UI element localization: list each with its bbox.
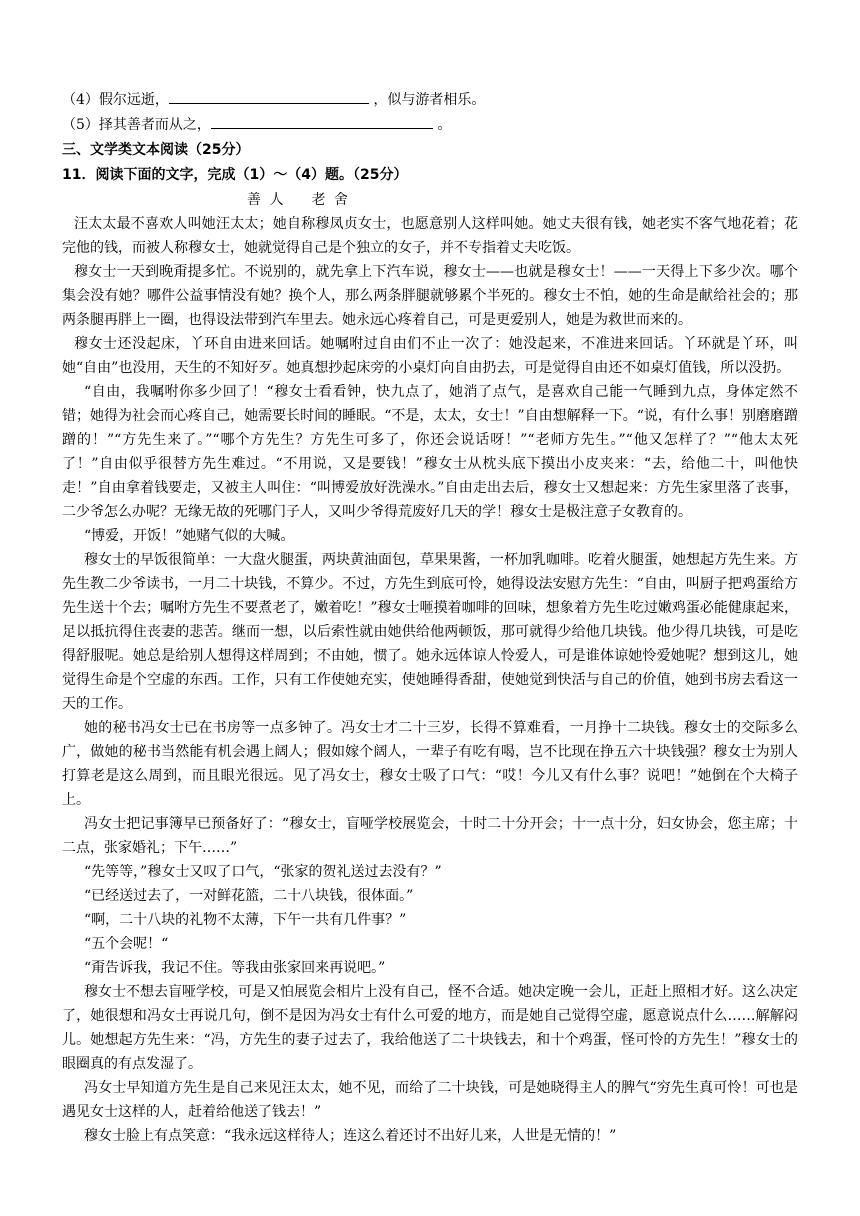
story-paragraph: 冯女士早知道方先生是自己来见汪太太，她不见，而给了二十块钱，可是她晓得主人的脾气“穷先生真可怜！可也是遇见女士这样的人，赶着给他送了钱去！” <box>62 1080 798 1120</box>
story-paragraph: “已经送过去了，一对鲜花篮，二十八块钱，很体面。” <box>84 888 414 904</box>
section-heading: 三、文学类文本阅读（25分） <box>62 142 250 158</box>
answer-blank[interactable] <box>211 114 433 129</box>
story-paragraph: 穆女士还没起床，丫环自由进来回话。她嘱咐过自由们不止一次了：她没起来，不准进来回话。丫环就是丫环，叫她“自由”也没用，天生的不知好歹。她真想抄起床旁的小桌灯向自由扔去，可是觉得自由还不如桌灯值钱，所以没扔。 <box>62 336 798 376</box>
story-paragraph: “先等等，”穆女士又叹了口气，“张家的贺礼送过去没有？” <box>84 864 442 880</box>
story-paragraph: “甭告诉我，我记不住。等我由张家回来再说吧。” <box>84 960 386 976</box>
fill-item-5 <box>62 113 798 138</box>
story-paragraph: “啊，二十八块的礼物不太薄，下午一共有几件事？” <box>84 912 407 928</box>
fill-item-suffix: 。 <box>437 117 452 133</box>
fill-item-suffix: ，似与游者相乐。 <box>373 92 486 108</box>
story-paragraph: 穆女士一天到晚甭提多忙。不说别的，就先拿上下汽车说，穆女士——也就是穆女士！——一天得上下多少次。哪个集会没有她？哪件公益事情没有她？换个人，那么两条胖腿就够累个半死的。穆女士不怕，她的生命是献给社会的；那两条腿再胖上一圈，也得设法带到汽车里去。她永远心疼着自己，可是更爱别人，她是为救世而来的。 <box>62 264 798 328</box>
story-paragraph: 穆女士的早饭很简单：一大盘火腿蛋，两块黄油面包，草果果酱，一杯加乳咖啡。吃着火腿蛋，她想起方先生来。方先生教二少爷读书，一月二十块钱，不算少。不过，方先生到底可怜，她得设法安慰方先生：“自由，叫厨子把鸡蛋给方先生送十个去；嘱咐方先生不要煮老了，嫩着吃！”穆女士咂摸着咖啡的回味，想象着方先生吃过嫩鸡蛋必能健康起来，足以抵抗得住丧妻的悲苦。继而一想，以后索性就由她供给他两顿饭，那可就得少给他几块钱。他少得几块钱，可是吃得舒服呢。她总是给别人想得这样周到；不由她，惯了。她永远体谅人怜爱人，可是谁体谅她怜爱她呢？想到这儿，她觉得生命是个空虚的东西。工作，只有工作使她充实，使她睡得香甜，使她觉到快活与自己的价值，她到书房去看这一天的工作。 <box>62 552 798 712</box>
story-paragraph: “自由，我嘱咐你多少回了！“穆女士看看钟，快九点了，她消了点气，是喜欢自己能一气睡到九点，身体定然不错；她得为社会而心疼自己，她需要长时间的睡眠。“不是，太太，女士！”自由想解释一下。“说，有什么事！别磨磨蹭蹭的！”“方先生来了。”“哪个方先生？方先生可多了，你还会说话呀！”“老师方先生。”“他又怎样了？”“他太太死了！”自由似乎很替方先生难过。“不用说，又是要钱！”穆女士从枕头底下摸出小皮夹来：“去，给他二十，叫他快走！”自由拿着钱要走，又被主人叫住：“叫博爱放好洗澡水。”自由走出去后，穆女士又想起来：方先生家里落了丧事，二少爷怎么办呢？无缘无故的死哪门子人，又叫少爷得荒废好几天的学！穆女士是极注意子女教育的。 <box>62 384 798 520</box>
story-paragraph: 冯女士把记事簿早已预备好了：“穆女士，盲哑学校展览会，十时二十分开会；十一点十分，妇女协会，您主席；十二点，张家婚礼；下午……” <box>62 816 798 856</box>
story-body <box>62 212 798 1148</box>
story-author: 老 舍 <box>311 192 350 208</box>
story-paragraph: 她的秘书冯女士已在书房等一点多钟了。冯女士才二十三岁，长得不算难看，一月挣十二块钱。穆女士的交际多么广，做她的秘书当然能有机会遇上阔人；假如嫁个阔人，一辈子有吃有喝，岂不比现在挣五六十块钱强？穆女士为别人打算老是这么周到，而且眼光很远。见了冯女士，穆女士吸了口气：“哎！今儿又有什么事？说吧！”她倒在个大椅子上。 <box>62 720 798 808</box>
fill-item-label: （4）假尔远逝， <box>62 92 169 108</box>
answer-blank[interactable] <box>169 89 369 104</box>
story-paragraph: “五个会呢！“ <box>84 936 169 952</box>
question-heading: 11．阅读下面的文字，完成（1）～（4）题。（25分） <box>62 167 408 183</box>
fill-item-label: （5）择其善者而从之， <box>62 117 211 133</box>
story-paragraph: “博爱，开饭！”她赌气似的大喊。 <box>84 528 295 544</box>
story-paragraph: 穆女士不想去盲哑学校，可是又怕展览会相片上没有自己，怪不合适。她决定晚一会儿，正赶上照相才好。这么决定了，她很想和冯女士再说几句，倒不是因为冯女士有什么可爱的地方，而是她自己觉得空虚，愿意说点什么……解解闷儿。她想起方先生来：“冯，方先生的妻子过去了，我给他送了二十块钱去，和十个鸡蛋，怪可怜的方先生！”穆女士的眼圈真的有点发湿了。 <box>62 984 798 1072</box>
story-paragraph: 汪太太最不喜欢人叫她汪太太；她自称穆凤贞女士，也愿意别人这样叫她。她丈夫很有钱，她老实不客气地花着；花完他的钱，而被人称穆女士，她就觉得自己是个独立的女子，并不专指着丈夫吃饭。 <box>62 216 798 256</box>
story-title: 善 人 <box>247 192 286 208</box>
story-paragraph: 穆女士脸上有点笑意：“我永远这样待人；连这么着还讨不出好儿来，人世是无情的！” <box>84 1128 617 1144</box>
story-title-line <box>62 188 798 212</box>
fill-item-4 <box>62 88 798 113</box>
